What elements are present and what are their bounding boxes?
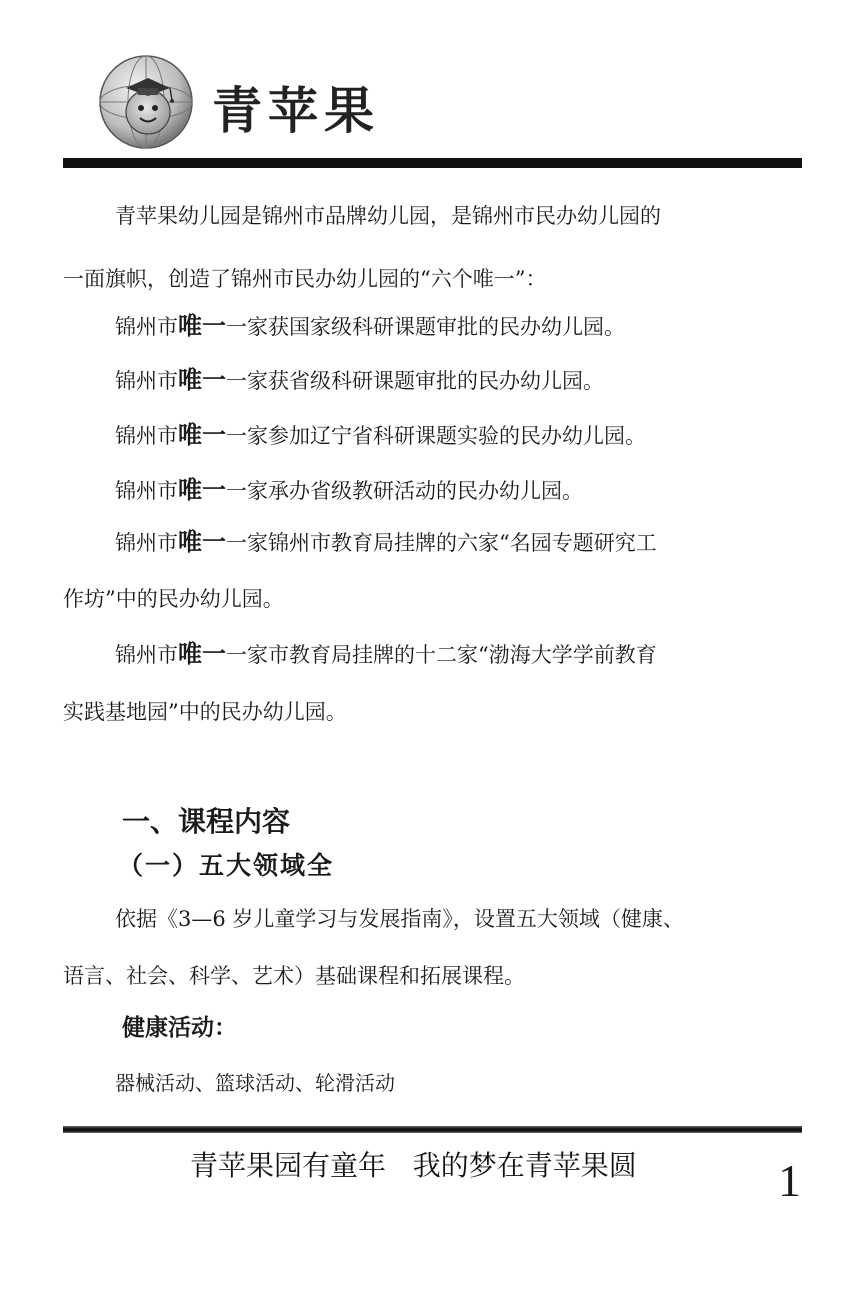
unique-item-4 [115,478,805,502]
header-rule [63,158,802,168]
unique-text: 一家参加辽宁省科研课题实验的民办幼儿园。 [226,424,646,448]
unique-item-3 [115,423,805,447]
section-title: 一、课程内容 [122,805,291,838]
subsection-title: （一）五大领域全 [118,851,335,880]
unique-keyword: 唯一 [178,366,226,394]
unique-item-1 [115,314,805,338]
unique-item-6 [115,642,805,666]
unique-prefix: 锦州市 [115,369,178,393]
logo [98,54,194,150]
unique-keyword: 唯一 [178,312,226,340]
unique-item-5 [115,530,805,554]
brand-title: 青苹果 [212,81,380,140]
page-number: 1 [778,1155,801,1206]
unique-prefix: 锦州市 [115,479,178,503]
footer-rule [63,1126,802,1133]
unique-text: 一家市教育局挂牌的十二家“渤海大学学前教育 [226,643,657,667]
unique-prefix: 锦州市 [115,315,178,339]
unique-text: 一家承办省级教研活动的民办幼儿园。 [226,479,583,503]
unique-text: 一家获国家级科研课题审批的民办幼儿园。 [226,315,625,339]
footer-slogan: 青苹果园有童年 我的梦在青苹果圆 [190,1149,637,1182]
unique-item-6-continued: 实践基地园”中的民办幼儿园。 [63,700,347,724]
section-para-line-1: 依据《3—6 岁儿童学习与发展指南》，设置五大领域（健康、 [115,907,684,931]
unique-prefix: 锦州市 [115,424,178,448]
intro-line-1: 青苹果幼儿园是锦州市品牌幼儿园，是锦州市民办幼儿园的 [115,204,661,228]
unique-keyword: 唯一 [178,476,226,504]
unique-item-2 [115,368,805,392]
unique-prefix: 锦州市 [115,643,178,667]
unique-text: 一家获省级科研课题审批的民办幼儿园。 [226,369,604,393]
unique-item-5-continued: 作坊”中的民办幼儿园。 [63,587,284,611]
unique-text: 一家锦州市教育局挂牌的六家“名园专题研究工 [226,531,657,555]
health-activities-title: 健康活动： [122,1015,237,1041]
unique-keyword: 唯一 [178,640,226,668]
section-para-line-2: 语言、社会、科学、艺术）基础课程和拓展课程。 [63,964,525,988]
unique-keyword: 唯一 [178,421,226,449]
kindergarten-globe-apple-mascot-icon [98,54,194,150]
health-activities-list: 器械活动、篮球活动、轮滑活动 [115,1071,395,1095]
unique-prefix: 锦州市 [115,531,178,555]
unique-keyword: 唯一 [178,528,226,556]
intro-line-2: 一面旗帜，创造了锦州市民办幼儿园的“六个唯一”： [63,267,547,291]
